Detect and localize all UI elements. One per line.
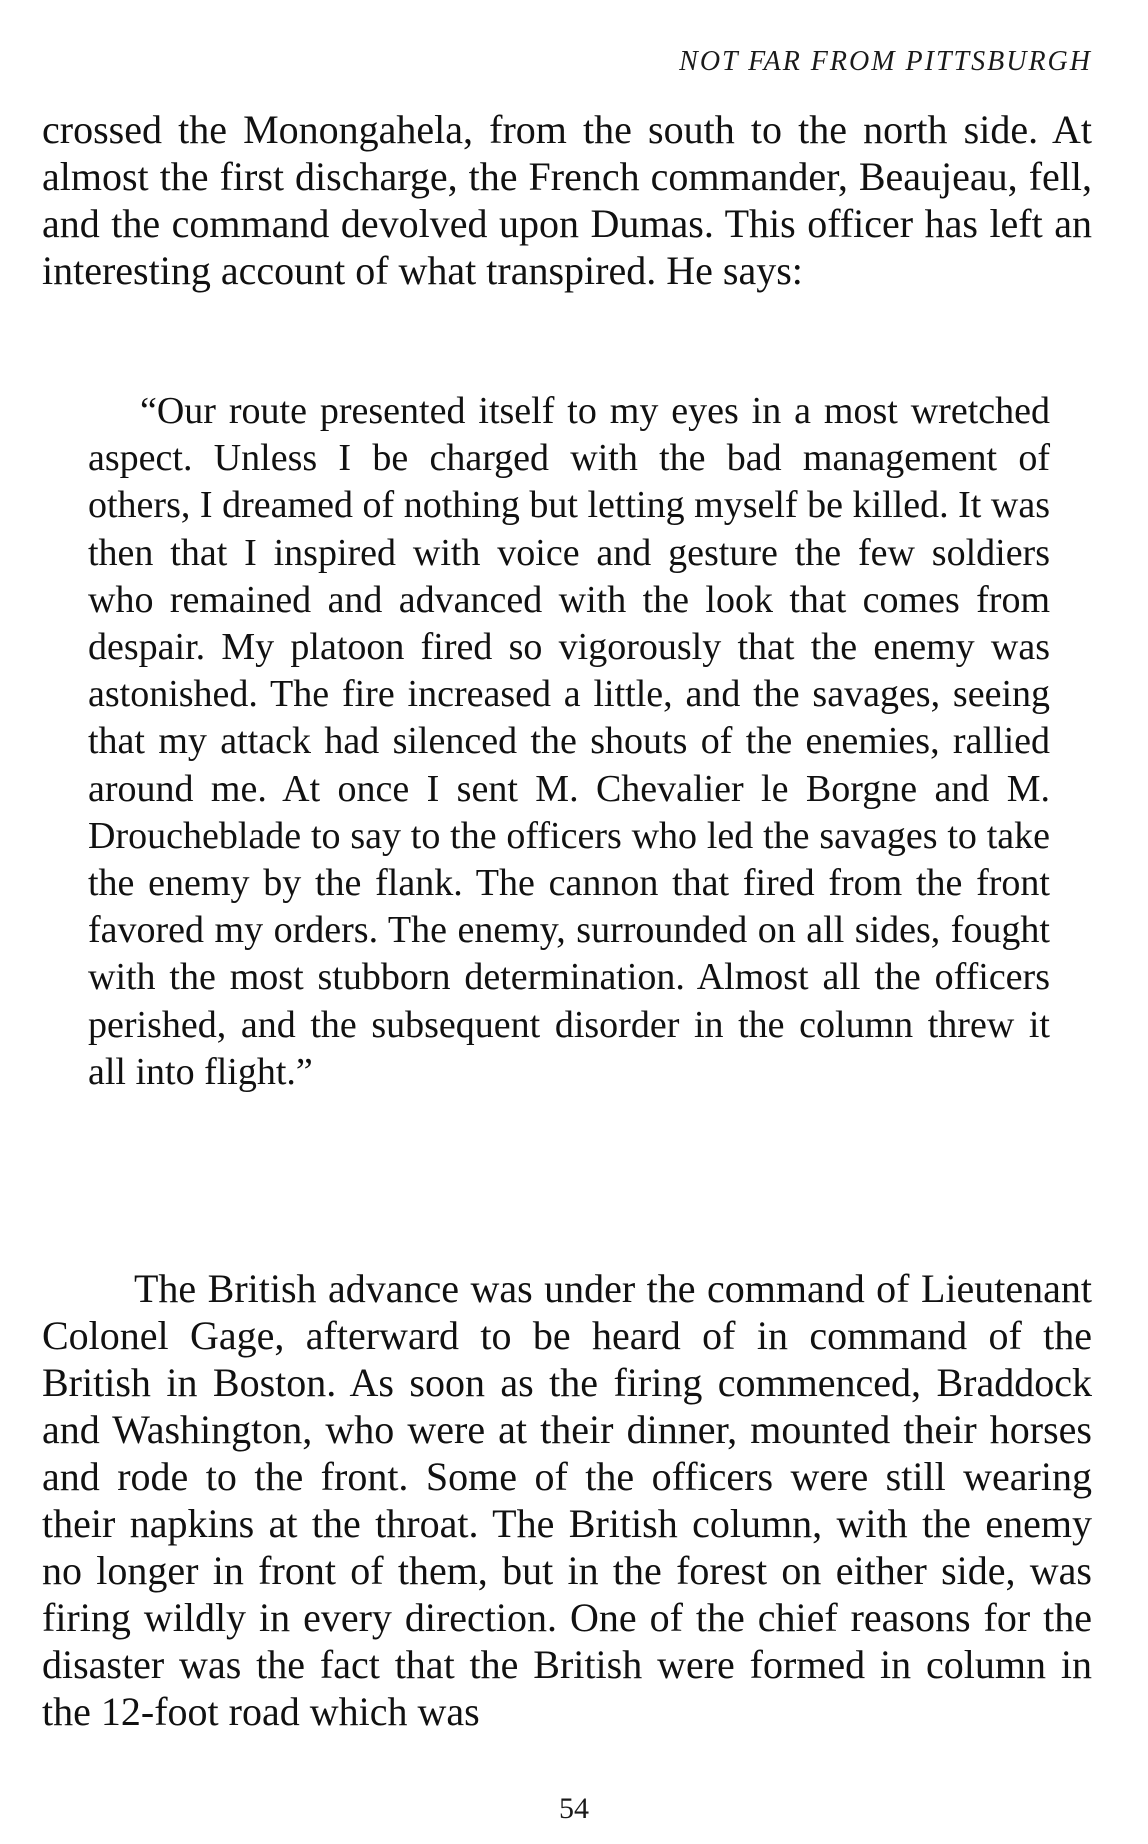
- continuation-paragraph: The British advance was under the command of Lieutenant Colonel Gage, afterward to be heard of in command of the British in Boston. As soon as the firing commenced, Braddock and Washington, who were at their dinner, mounted their horses and rode to the front. Some of the officers were still wearing their napkins at the throat. The British column, with the enemy no longer in front of them, but in the forest on either side, was firing wildly in every direction. One of the chief reasons for the disaster was the fact that the British were formed in column in the 12-foot road which was: [42, 1266, 1092, 1734]
- page-number: 54: [559, 1792, 589, 1825]
- running-head: NOT FAR FROM PITTSBURGH: [679, 46, 1092, 77]
- opening-paragraph: crossed the Monongahela, from the south to the north side. At almost the first discharge, the French commander, Beaujeau, fell, and the command devolved upon Dumas. This officer has left an interesting account of what transpired. He says:: [42, 107, 1092, 293]
- block-quotation: “Our route presented itself to my eyes in a most wretched aspect. Unless I be charged with the bad management of others, I dreamed of nothing but letting myself be killed. It was then that I inspired with voice and gesture the few soldiers who remained and advanced with the look that comes from despair. My platoon fired so vigorously that the enemy was astonished. The fire increased a little, and the savages, seeing that my attack had silenced the shouts of the enemies, rallied around me. At once I sent M. Chevalier le Borgne and M. Droucheblade to say to the officers who led the savages to take the enemy by the flank. The cannon that fired from the front favored my orders. The enemy, surrounded on all sides, fought with the most stubborn determination. Almost all the officers perished, and the subsequent disorder in the column threw it all into flight.”: [88, 390, 1050, 1093]
